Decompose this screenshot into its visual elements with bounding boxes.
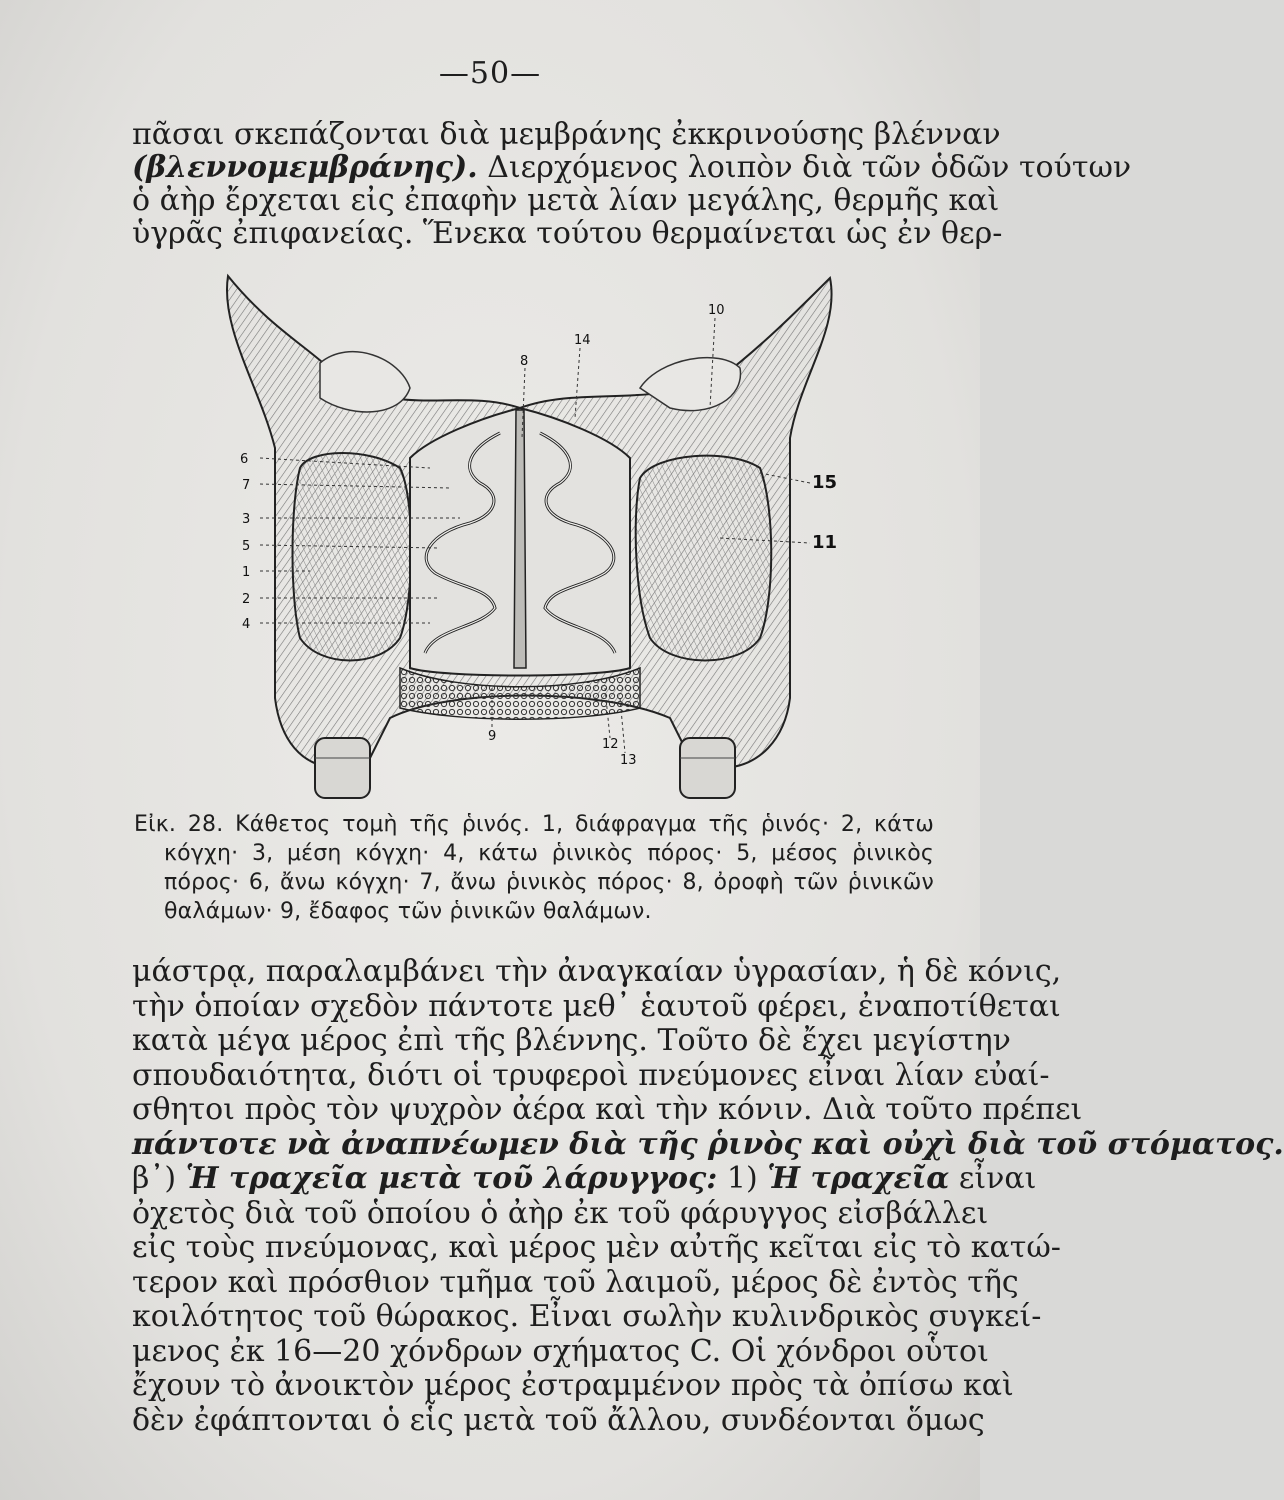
bottom-paragraph — [132, 954, 1284, 1438]
label-8: 8 — [520, 354, 529, 369]
section-heading-line — [132, 1161, 1037, 1197]
label-13: 13 — [620, 753, 637, 768]
emphasis-line: πάντοτε νὰ ἀναπνέωμεν διὰ τῆς ῥινὸς καὶ οὐχὶ διὰ τοῦ στόματος. — [132, 1126, 1284, 1162]
figure-caption — [134, 810, 934, 926]
text-line: τὴν ὁποίαν σχεδὸν πάντοτε μεθ᾽ ἑαυτοῦ φέρει, ἐναποτίθεται — [132, 988, 1061, 1024]
label-10: 10 — [708, 303, 725, 318]
text-line: ὀχετὸς διὰ τοῦ ὁποίου ὁ ἀὴρ ἐκ τοῦ φάρυγγος εἰσβάλλει — [132, 1195, 989, 1231]
label-9: 9 — [488, 729, 497, 744]
right-tooth — [680, 738, 735, 798]
label-1: 1 — [242, 565, 251, 580]
caption-line: Εἰκ. 28. Κάθετος τομὴ τῆς ῥινός. 1, διάφραγμα τῆς ῥινός· 2, κάτω — [134, 812, 934, 837]
text-line-rest: Διερχόμενος λοιπὸν διὰ τῶν ὁδῶν τούτων — [487, 150, 1132, 185]
label-2: 2 — [242, 592, 251, 607]
text-line: σπουδαιότητα, διότι οἱ τρυφεροὶ πνεύμονες εἶναι λίαν εὐαί- — [132, 1057, 1050, 1093]
top-paragraph — [132, 117, 1132, 251]
label-7: 7 — [242, 478, 251, 493]
label-11: 11 — [812, 532, 838, 553]
text-line: μάστρᾳ, παραλαμβάνει τὴν ἀναγκαίαν ὑγρασίαν, ἡ δὲ κόνις, — [132, 954, 1062, 989]
left-maxillary-sinus — [293, 453, 412, 661]
text-line: τερον καὶ πρόσθιον τμῆμα τοῦ λαιμοῦ, μέρος δὲ ἐντὸς τῆς — [132, 1264, 1019, 1300]
right-maxillary-sinus — [636, 456, 772, 661]
caption-line: κόγχη· 3, μέση κόγχη· 4, κάτω ῥινικὸς πόρος· 5, μέσος ῥινικὸς — [164, 841, 934, 866]
term-emphasis: (βλεννομεμβράνης). — [132, 150, 478, 185]
text-line: μενος ἐκ 16—20 χόνδρων σχήματος C. Οἱ χόνδροι οὗτοι — [132, 1333, 989, 1369]
text-line: κατὰ μέγα μέρος ἐπὶ τῆς βλέννης. Τοῦτο δὲ ἔχει μεγίστην — [132, 1023, 1011, 1058]
nasal-cross-section-figure — [200, 268, 860, 808]
text-line: πᾶσαι σκεπάζονται διὰ μεμβράνης ἐκκρινούσης βλένναν — [132, 117, 1001, 152]
text-line: σθητοι πρὸς τὸν ψυχρὸν ἀέρα καὶ τὴν κόνιν. Διὰ τοῦτο πρέπει — [132, 1092, 1083, 1127]
page-number: —50— — [438, 56, 542, 91]
section-prefix: β᾽) — [132, 1161, 177, 1196]
label-14: 14 — [574, 333, 591, 348]
label-6: 6 — [240, 452, 249, 467]
caption-line: θαλάμων· 9, ἔδαφος τῶν ῥινικῶν θαλάμων. — [164, 899, 652, 924]
text-line: ὑγρᾶς ἐπιφανείας. Ἕνεκα τούτου θερμαίνεται ὡς ἐν θερ- — [132, 216, 1003, 251]
label-3: 3 — [242, 512, 251, 527]
left-orbit-cavity — [320, 352, 410, 412]
nasal-cross-section-drawing — [200, 268, 860, 808]
label-5: 5 — [242, 539, 251, 554]
label-4: 4 — [242, 617, 251, 632]
section-subject: Ἡ τραχεῖα — [767, 1161, 950, 1196]
text-line: εἰς τοὺς πνεύμονας, καὶ μέρος μὲν αὐτῆς κεῖται εἰς τὸ κατώ- — [132, 1230, 1061, 1265]
text-line: κοιλότητος τοῦ θώρακος. Εἶναι σωλὴν κυλινδρικὸς συγκεί- — [132, 1299, 1042, 1334]
section-number: 1) — [726, 1161, 758, 1196]
label-12: 12 — [602, 737, 619, 752]
left-tooth — [315, 738, 370, 798]
caption-line: πόρος· 6, ἄνω κόγχη· 7, ἄνω ῥινικὸς πόρος· 8, ὀροφὴ τῶν ῥινικῶν — [164, 870, 934, 895]
text-line: ἔχουν τὸ ἀνοικτὸν μέρος ἐστραμμένον πρὸς τὰ ὀπίσω καὶ — [132, 1368, 1014, 1403]
text-line: ὁ ἀὴρ ἔρχεται εἰς ἐπαφὴν μετὰ λίαν μεγάλης, θερμῆς καὶ — [132, 183, 1000, 218]
section-title: Ἡ τραχεῖα μετὰ τοῦ λάρυγγος: — [185, 1161, 718, 1196]
section-rest: εἶναι — [958, 1161, 1037, 1196]
label-15: 15 — [812, 472, 838, 493]
text-line: δὲν ἐφάπτονται ὁ εἷς μετὰ τοῦ ἄλλου, συνδέονται ὅμως — [132, 1402, 985, 1438]
text-line — [132, 150, 1132, 185]
nasal-septum — [514, 410, 526, 668]
